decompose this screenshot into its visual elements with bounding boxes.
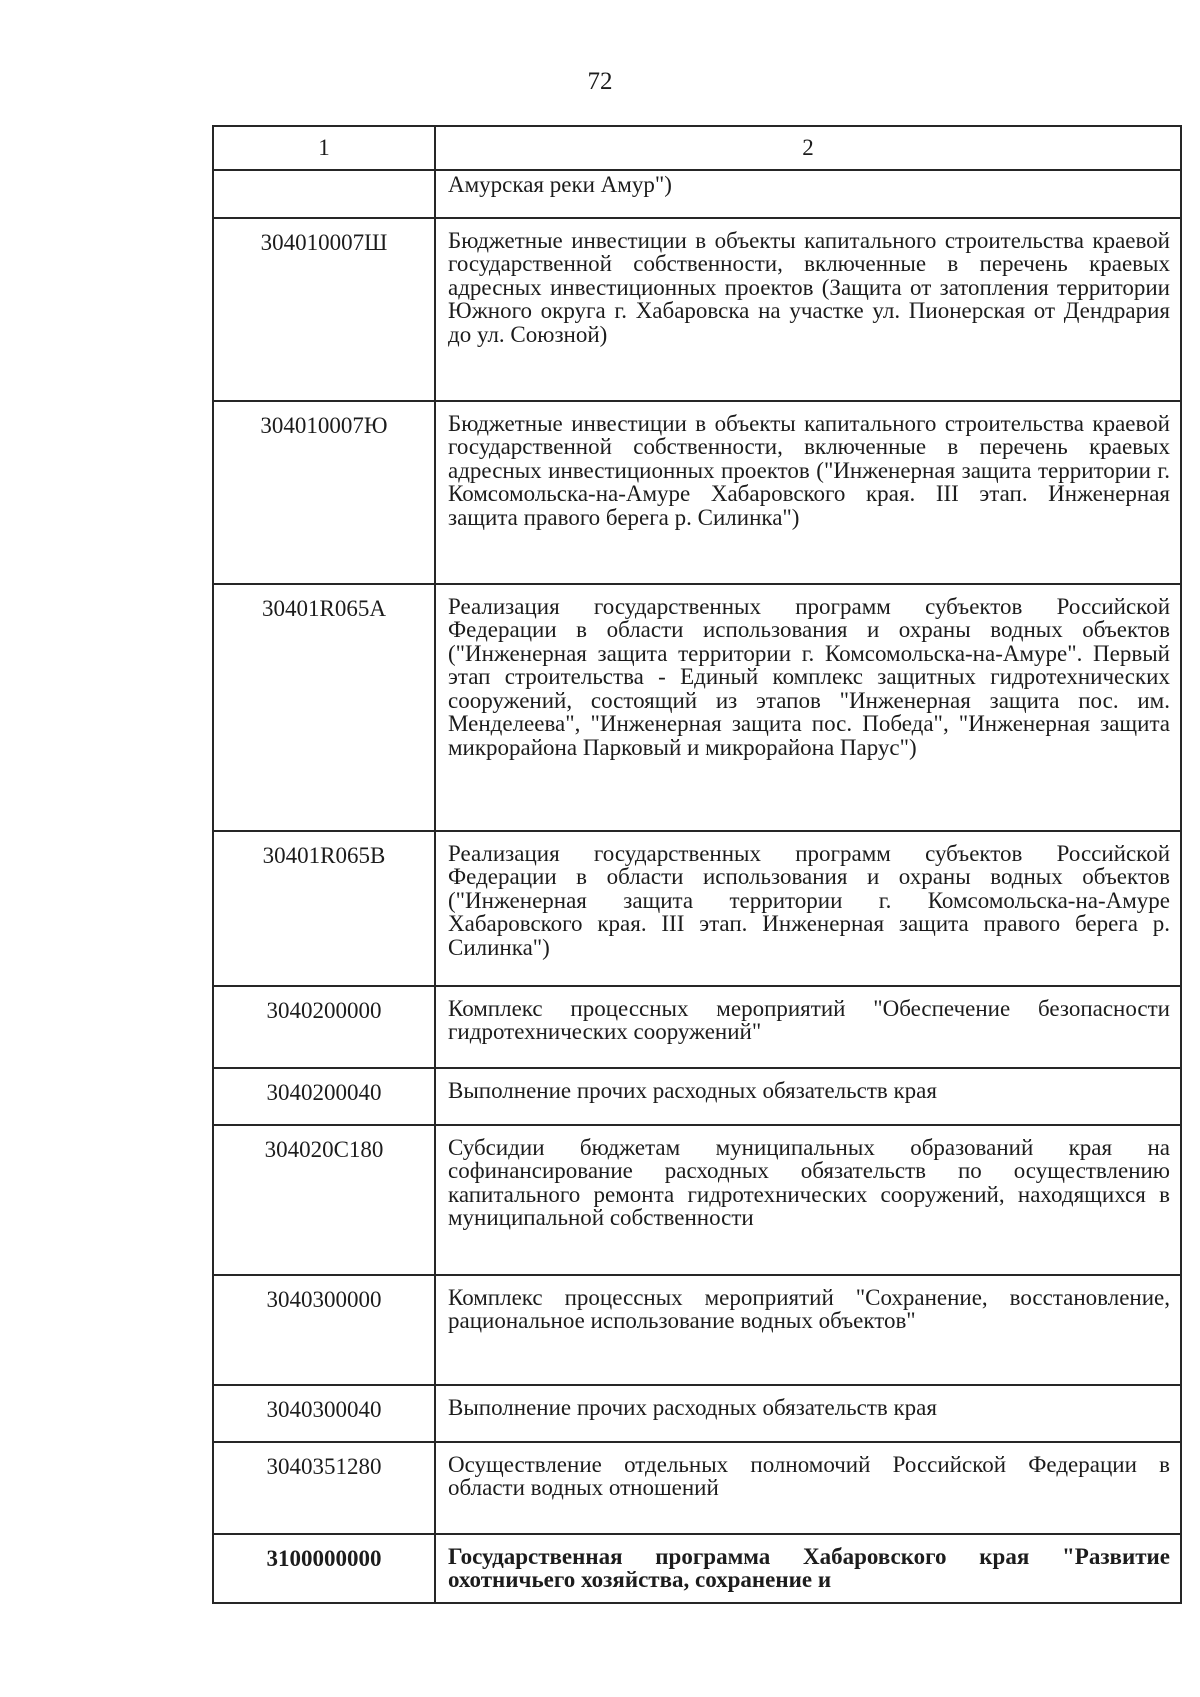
row-code: 3040300040 [213, 1385, 435, 1442]
row-code: 3040200000 [213, 986, 435, 1068]
row-description: Выполнение прочих расходных обязательств края [435, 1385, 1181, 1442]
row-code: 3100000000 [213, 1534, 435, 1603]
row-description: Осуществление отдельных полномочий Российской Федерации в области водных отношений [435, 1442, 1181, 1534]
page-number: 72 [587, 68, 613, 95]
table-row [213, 1068, 1181, 1125]
column-header-1: 1 [213, 126, 435, 170]
row-description: Реализация государственных программ субъектов Российской Федерации в области использования и охраны водных объектов ("Инженерная защита территории г. Комсомольска-на-Амуре Хабаровского края. III этап. Инженерная защита правого берега р. Силинка") [435, 831, 1181, 986]
table-row [213, 1442, 1181, 1534]
row-code: 30401R065A [213, 584, 435, 831]
table-row [213, 831, 1181, 986]
row-code: 30401R065B [213, 831, 435, 986]
row-code: 3040300000 [213, 1275, 435, 1385]
row-code: 304020C180 [213, 1125, 435, 1275]
row-code [213, 170, 435, 218]
table-row [213, 1534, 1181, 1603]
row-description: Бюджетные инвестиции в объекты капитального строительства краевой государственной собственности, включенные в перечень краевых адресных инвестиционных проектов (Защита от затопления территории Южного округа г. Хабаровска на участке ул. Пионерская от Дендрария до ул. Союзной) [435, 218, 1181, 401]
table-row [213, 401, 1181, 584]
table-row [213, 1385, 1181, 1442]
row-code: 3040351280 [213, 1442, 435, 1534]
row-code: 304010007Ш [213, 218, 435, 401]
row-description: Комплекс процессных мероприятий "Обеспечение безопасности гидротехнических сооружений" [435, 986, 1181, 1068]
column-header-2: 2 [435, 126, 1181, 170]
row-description: Амурская реки Амур") [435, 170, 1181, 218]
row-description: Реализация государственных программ субъектов Российской Федерации в области использования и охраны водных объектов ("Инженерная защита территории г. Комсомольска-на-Амуре". Первый этап строительства - Единый комплекс защитных гидротехнических сооружений, состоящий из этапов "Инженерная защита пос. им. Менделеева", "Инженерная защита пос. Победа", "Инженерная защита микрорайона Парковый и микрорайона Парус") [435, 584, 1181, 831]
row-description: Бюджетные инвестиции в объекты капитального строительства краевой государственной собственности, включенные в перечень краевых адресных инвестиционных проектов ("Инженерная защита территории г. Комсомольска-на-Амуре Хабаровского края. III этап. Инженерная защита правого берега р. Силинка") [435, 401, 1181, 584]
budget-code-table [212, 125, 1182, 1604]
table-row [213, 170, 1181, 218]
table-row [213, 218, 1181, 401]
row-code: 3040200040 [213, 1068, 435, 1125]
table-header-row [213, 126, 1181, 170]
row-description: Комплекс процессных мероприятий "Сохранение, восстановление, рациональное использование водных объектов" [435, 1275, 1181, 1385]
table-row [213, 1125, 1181, 1275]
row-code: 304010007Ю [213, 401, 435, 584]
row-description: Выполнение прочих расходных обязательств края [435, 1068, 1181, 1125]
table-row [213, 584, 1181, 831]
table-row [213, 1275, 1181, 1385]
row-description: Государственная программа Хабаровского края "Развитие охотничьего хозяйства, сохранение и [435, 1534, 1181, 1603]
row-description: Субсидии бюджетам муниципальных образований края на софинансирование расходных обязательств по осуществлению капитального ремонта гидротехнических сооружений, находящихся в муниципальной собственности [435, 1125, 1181, 1275]
table-row [213, 986, 1181, 1068]
